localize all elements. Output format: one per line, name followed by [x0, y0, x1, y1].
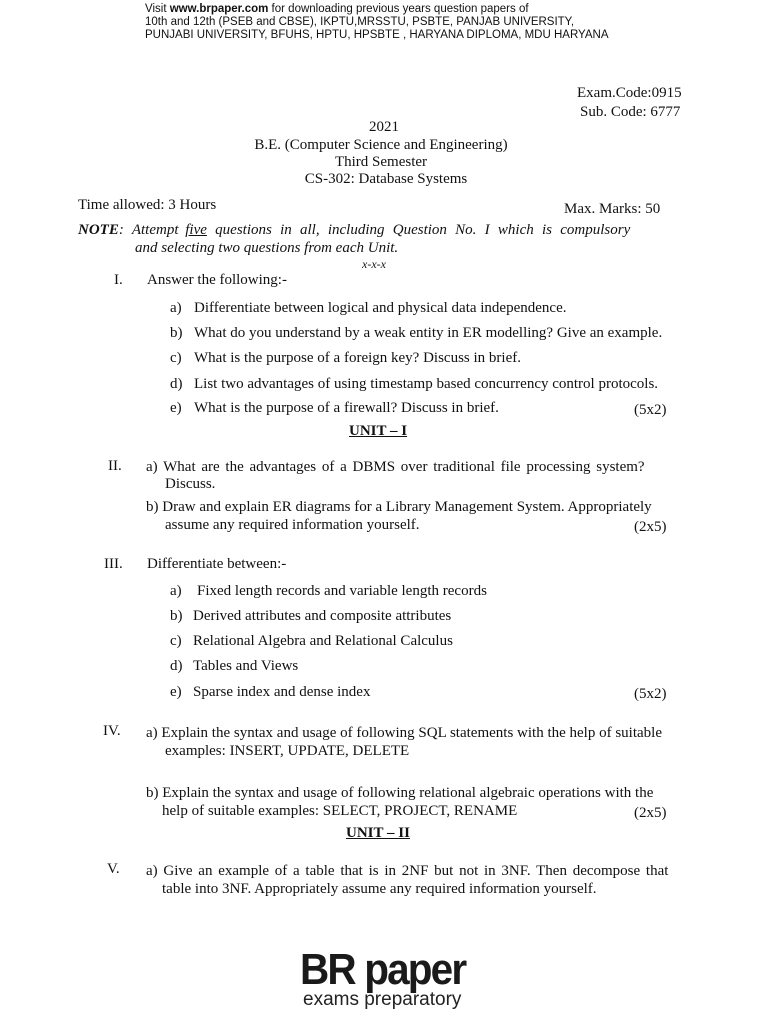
q1a-text: Differentiate between logical and physical data independence. [194, 300, 567, 316]
q1b-text: What do you understand by a weak entity in ER modelling? Give an example. [194, 325, 663, 341]
q1-number: I. [114, 272, 123, 288]
exam-code: Exam.Code:0915 [577, 85, 682, 101]
course-title: CS-302: Database Systems [304, 171, 468, 187]
logo-wordmark: BR paper [300, 945, 466, 994]
max-marks: Max. Marks: 50 [564, 201, 661, 217]
q1c-label: c) [170, 350, 182, 366]
q3a-label: a) [170, 583, 182, 599]
note-line-2: and selecting two questions from each Unit. [135, 240, 399, 256]
header-line-3: PUNJABI UNIVERSITY, BFUHS, HPTU, HPSBTE , HARYANA DIPLOMA, MDU HARYANA [145, 29, 609, 41]
q5a-line-1: a) Give an example of a table that is in 2NF but not in 3NF. Then decompose that [146, 863, 669, 879]
q3a-text: Fixed length records and variable length records [197, 583, 487, 599]
q1-text: Answer the following:- [147, 272, 287, 288]
q5a-line-2: table into 3NF. Appropriately assume any required information yourself. [162, 881, 597, 897]
q3d-label: d) [170, 658, 183, 674]
q1d-text: List two advantages of using timestamp based concurrency control protocols. [194, 376, 659, 392]
q3e-text: Sparse index and dense index [193, 684, 371, 700]
degree-title: B.E. (Computer Science and Engineering) [254, 137, 508, 153]
logo-tagline: exams preparatory [303, 989, 462, 1010]
unit-1-heading: UNIT – I [349, 423, 408, 439]
unit-2-heading: UNIT – II [346, 825, 410, 841]
time-allowed: Time allowed: 3 Hours [78, 197, 217, 213]
q4b-line-2: help of suitable examples: SELECT, PROJECT, RENAME [162, 803, 518, 819]
note-separator: x-x-x [362, 257, 386, 271]
note-label: NOTE [78, 222, 119, 238]
q3c-label: c) [170, 633, 182, 649]
q4a-line-1: a) Explain the syntax and usage of following SQL statements with the help of suitable [146, 725, 662, 741]
site-link[interactable]: www.brpaper.com [169, 3, 269, 15]
note-line-1: NOTE: Attempt five questions in all, including Question No. I which is compulsory [78, 222, 631, 238]
q2b-line-1: b) Draw and explain ER diagrams for a Library Management System. Appropriately [146, 499, 652, 515]
q1e-label: e) [170, 400, 182, 416]
q1c-text: What is the purpose of a foreign key? Discuss in brief. [194, 350, 521, 366]
q2a-line-1: a) What are the advantages of a DBMS over traditional file processing system? [146, 459, 645, 475]
q2-marks: (2x5) [634, 519, 667, 535]
q5-number: V. [107, 861, 120, 877]
q2a-line-2: Discuss. [165, 476, 216, 492]
header-line-1: Visit www.brpaper.com for downloading previous years question papers of [145, 3, 529, 15]
q1d-label: d) [170, 376, 183, 392]
q4-number: IV. [103, 723, 121, 739]
q4a-line-2: examples: INSERT, UPDATE, DELETE [165, 743, 410, 759]
q1e-text: What is the purpose of a firewall? Discuss in brief. [194, 400, 499, 416]
q4-marks: (2x5) [634, 805, 667, 821]
q2-number: II. [108, 458, 122, 474]
q1-marks: (5x2) [634, 402, 667, 418]
q4b-line-1: b) Explain the syntax and usage of following relational algebraic operations with the [146, 785, 654, 801]
header-line-2: 10th and 12th (PSEB and CBSE), IKPTU,MRSSTU, PSBTE, PANJAB UNIVERSITY, [145, 16, 575, 28]
q3-number: III. [104, 556, 123, 572]
q3d-text: Tables and Views [193, 658, 299, 674]
q3-text: Differentiate between:- [147, 556, 287, 572]
q3c-text: Relational Algebra and Relational Calculus [193, 633, 453, 649]
q3b-text: Derived attributes and composite attributes [193, 608, 452, 624]
q3-marks: (5x2) [634, 686, 667, 702]
semester-title: Third Semester [334, 154, 428, 170]
sub-code: Sub. Code: 6777 [580, 104, 681, 120]
q3b-label: b) [170, 608, 183, 624]
brpaper-logo [300, 945, 490, 1010]
q2b-line-2: assume any required information yourself. [165, 517, 420, 533]
q1a-label: a) [170, 300, 182, 316]
exam-year: 2021 [369, 119, 399, 135]
q1b-label: b) [170, 325, 183, 341]
site-header [145, 3, 705, 42]
q3e-label: e) [170, 684, 182, 700]
